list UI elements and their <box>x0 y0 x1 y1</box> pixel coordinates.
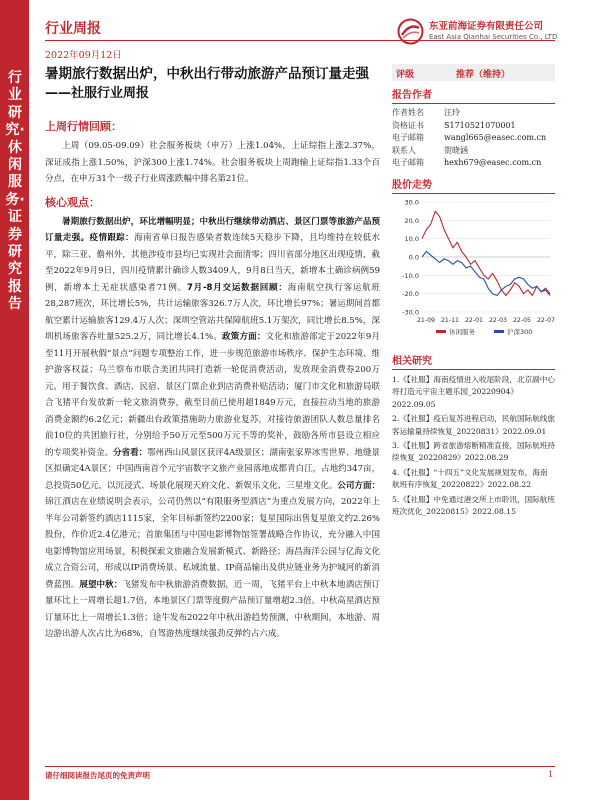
stock-price-chart <box>392 194 555 344</box>
y-tick-label: -10.0 <box>402 271 419 280</box>
province-label: 分省看： <box>113 447 148 458</box>
y-tick-label: 30.0 <box>404 198 419 207</box>
report-subtitle: ——社服行业周报 <box>45 86 150 101</box>
transport-text: 海南航空执行客运航班28,287班次，环比增长5%，共计运输旅客326.7万人次，环比增长97%；暑运期间首都航空累计运输旅客129.4万人次；深圳空管站共保障航班5.1万架次，同比增长8.5%，深圳机场旅客吞吐量525.2万，同比增长4.1%。 <box>45 282 380 342</box>
stock-chart-heading: 股价走势 <box>392 176 555 194</box>
core-view-lead: 暑期旅行数据出炉，环比增幅明显；中秋出行继续带动酒店、景区门票等旅游产品预订量走强。 <box>45 216 380 243</box>
sidebar-band <box>0 0 29 800</box>
x-tick-label: 21-09 <box>417 316 435 324</box>
analyst-info-row <box>392 107 555 120</box>
related-research-heading: 相关研究 <box>392 352 555 370</box>
x-tick-label: 22-01 <box>465 316 483 324</box>
province-text: 鄂州西山风景区获评4A级景区；湖南张家界冰雪世界、地缝景区拟确定4A景区；中国西南首个元宇宙数字文旅产业园落地成都青白江，占地约347亩，总投资50亿元，以沉浸式、场景化展现天府文化、新娱乐文化、三星堆文化。 <box>45 447 380 491</box>
y-tick-label: -30.0 <box>402 308 419 317</box>
main-column <box>45 64 380 643</box>
rating-bar <box>392 64 555 81</box>
legend-label: 休闲服务 <box>449 327 475 336</box>
analyst-info-value[interactable]: wangl665@easec.com.cn <box>444 133 547 143</box>
legend-swatch <box>436 330 446 333</box>
analyst-info-value[interactable]: hexh679@easec.com.cn <box>444 158 542 168</box>
company-text: 锦江酒店在业绩说明会表示，公司仍然以“有限服务型酒店”为重点发展方向，2022年上半年公司新签约酒店1115家，全年目标新签约2200家；复星国际出售复星旅文约2.26%股份，作价近2.4亿港元；首旅集团与中国电影博物馆签署战略合作协议，充分融入中国电影博物馆应用场景，积极探索文旅融合发展新模式、新路径；海昌海洋公园与亿海文化成立合资公司，形成以IP消费场景、私域流量、IP商品输出及供应链业务为护城河的新消费蓝图。 <box>45 497 380 590</box>
core-view-paragraph <box>45 214 380 643</box>
mid-autumn-text: 飞猪发布中秋旅游消费数据，近一周，飞猪平台上中秋本地酒店预订量环比上一周增长超1.7倍，本地景区门票等度假产品预订量增超2.3倍。中秋高星酒店预订量环比上一周增长1.3倍；途牛发布2022年中秋出游趋势预测，中秋期间，本地游、周边游出游人次占比为68%，自驾游热度继续强劲反弹约占六成。 <box>45 579 380 639</box>
analyst-info-key: 电子邮箱 <box>392 158 424 168</box>
analyst-info-key: 作者姓名 <box>392 108 424 117</box>
rating-label: 评级 <box>396 70 415 80</box>
epidemic-text: 海南省单日报告感染者数连续5天稳步下降，且均维持在较低水平，除三亚、儋州外，其他涉疫市县均已实现社会面清零；四川省部分地区出现疫情，截至2022年9月9日，四川疫情累计确诊人数3409人，9月8日当天，新增本土确诊病例59例，新增本土无症状感染者71例。 <box>45 233 380 293</box>
related-research-item[interactable]: 3.《【社服】跨省旅游熔断精准直接，国际航班持续恢复_20220829》2022.08.29 <box>392 441 555 463</box>
related-research-list <box>392 374 555 518</box>
analyst-info-row <box>392 120 555 133</box>
right-column <box>392 64 555 520</box>
analyst-info-value: 汪玲 <box>444 108 460 117</box>
x-tick-label: 22-03 <box>489 316 507 324</box>
section-market-review-heading: 上周行情回顾： <box>45 120 122 133</box>
section-core-view-heading: 核心观点： <box>45 195 100 209</box>
y-tick-label: 10.0 <box>404 235 419 244</box>
series-line <box>422 251 550 295</box>
related-research-item[interactable]: 5.《【社服】中免通过港交所上市聆讯，国际航班班次优化_20220815》2022.08.15 <box>392 494 555 517</box>
y-tick-label: 0.0 <box>408 253 419 262</box>
x-tick-label: 22-07 <box>537 316 555 324</box>
page-number: 1 <box>548 770 554 779</box>
y-tick-label: -20.0 <box>402 290 419 299</box>
logo-mark-icon <box>397 18 424 45</box>
legend-label: 沪深300 <box>507 327 533 336</box>
x-tick-label: 21-11 <box>441 316 459 324</box>
analyst-info-value: S1710521070001 <box>444 120 516 130</box>
company-label: 公司方面： <box>337 480 380 491</box>
analyst-info-value: 贺晓涵 <box>444 145 468 155</box>
footer-disclaimer: 请仔细阅读报告尾页的免责声明 <box>45 771 150 780</box>
related-research-item[interactable]: 2.《【社服】疫后复苏进程启动，民航国际航线旅客运输量持续恢复_20220831》2022.09.01 <box>392 414 555 436</box>
report-type: 行业周报 <box>45 21 101 37</box>
analyst-info-key: 资格证书 <box>392 120 424 130</box>
company-logo <box>397 14 557 50</box>
analyst-info-row <box>392 157 555 170</box>
analyst-info-row <box>392 145 555 158</box>
analyst-info-table <box>392 107 555 170</box>
footer-divider <box>45 766 555 767</box>
policy-label: 政策方面： <box>222 332 266 342</box>
policy-text: 文化和旅游部定于2022年9月至11月开展秋假“景点”问题专项整治工作，进一步规范旅游市场秩序、保护生态环境、维护游客权益；乌兰察布市联合美团共同打造新一轮促消费活动，发放现金消费券200万元，用于餐饮食、酒店、民宿、景区门票企业到店消费补贴活动；厦门市文化和旅游局联合飞猪平台发放新一轮文旅消费券，截至目前已使用超1849万元，直接拉动当地的旅游消费金额约6.2亿元；新疆出台政策措施助力旅游业复苏，对接待旅游团队人数总量排名前10位的共团旅行社，分别给予50万元至500万元不等的奖补，鼓励各所市县设立相应的专项奖补资金。 <box>45 332 380 458</box>
y-tick-label: 20.0 <box>404 216 419 225</box>
sidebar-vertical-text: 行业研究·休闲服务·证券研究报告 <box>5 70 25 313</box>
analysts-heading: 报告作者 <box>392 86 555 104</box>
mid-autumn-label: 展望中秋： <box>79 579 123 590</box>
logo-name-cn: 东亚前海证券有限责任公司 <box>429 21 544 32</box>
legend-swatch <box>494 330 504 333</box>
rating-value: 推荐（维持） <box>456 70 511 80</box>
x-tick-label: 22-05 <box>513 316 531 324</box>
related-research-item[interactable]: 1.《【社服】海南疫情进入收尾阶段，北京副中心将打造元宇宙主题乐园_20220904》2022.09.05 <box>392 374 555 409</box>
market-review-paragraph: 上周（09.05-09.09）社会服务板块（申万）上涨1.04%，上证综指上涨2.37%，深证成指上涨1.50%，沪深300上涨1.74%。社会服务板块上周跑输上证综指1.33个百分点，在申万31个一级子行业周涨跌幅中排名第21位。 <box>45 141 380 184</box>
transport-label: 7月-8月交运数据回顾： <box>186 282 288 293</box>
related-research-item[interactable]: 4.《【社服】“十四五”文化发展规划发布，海南航班有序恢复_20220822》2022.08.22 <box>392 467 548 490</box>
analyst-info-key: 电子邮箱 <box>392 133 424 143</box>
analyst-info-row <box>392 132 555 145</box>
report-title: 暑期旅行数据出炉，中秋出行带动旅游产品预订量走强 <box>45 66 369 82</box>
logo-name-en: East Asia Qianhai Securities Co., LTD <box>429 33 558 41</box>
epidemic-label: 疫情跟踪： <box>89 233 135 243</box>
analyst-info-key: 联系人 <box>392 145 416 155</box>
report-date: 2022年09月12日 <box>45 50 122 61</box>
